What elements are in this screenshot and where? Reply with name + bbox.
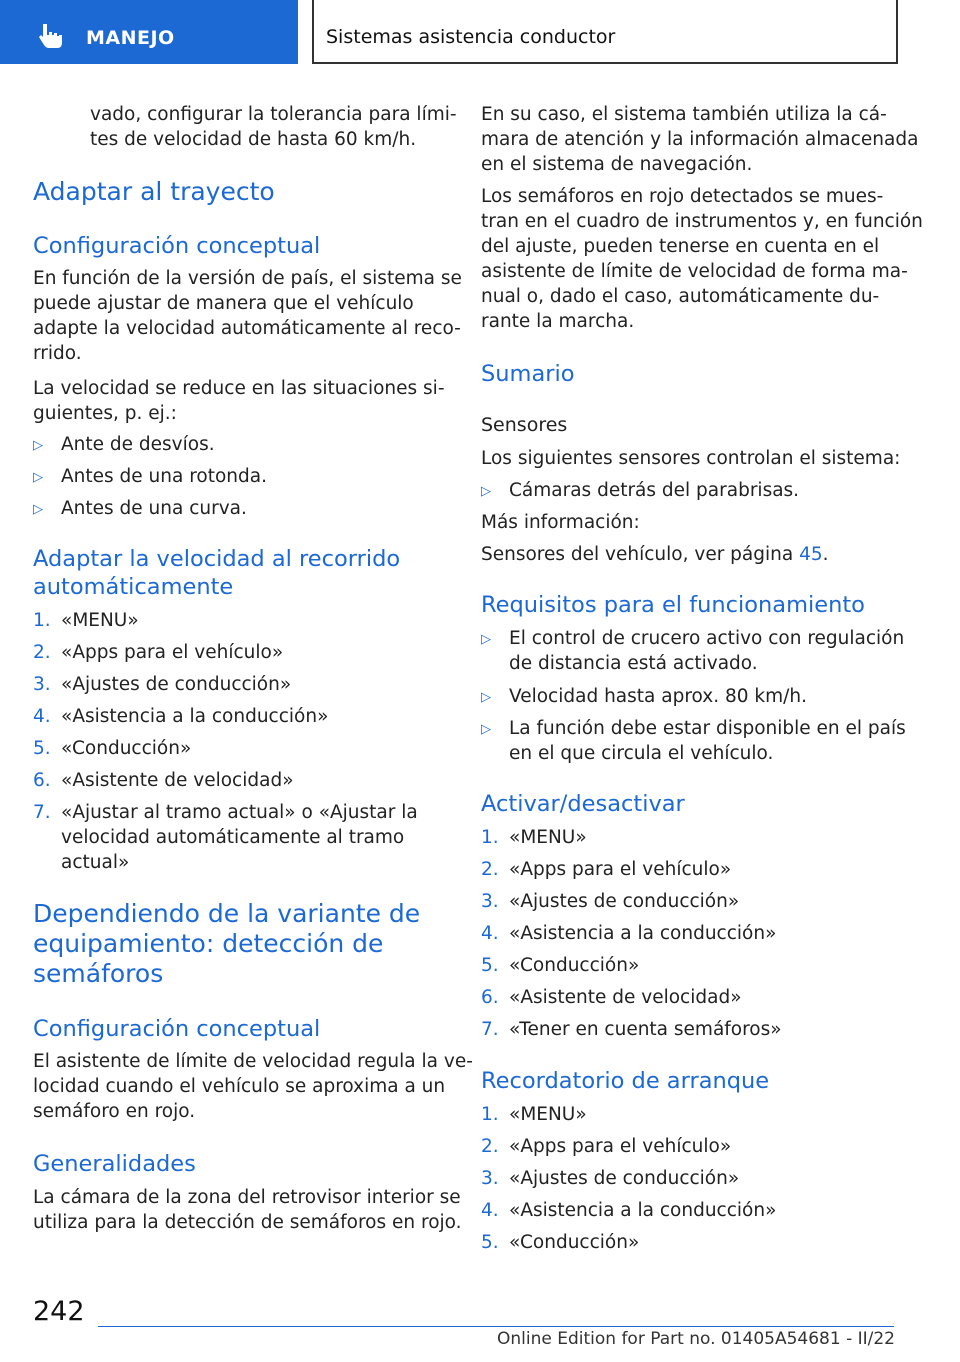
step-text: «Asistente de velocidad»	[61, 770, 294, 791]
paragraph-line: La cámara de la zona del retrovisor interior se	[33, 1187, 461, 1208]
step-text: actual»	[61, 852, 130, 873]
cross-reference: Sensores del vehículo, ver página 45.	[481, 544, 829, 565]
paragraph-line: guientes, p. ej.:	[33, 403, 177, 424]
step-text: «Conducción»	[509, 1232, 640, 1253]
step-number: 3.	[481, 891, 499, 912]
step-number: 2.	[33, 642, 51, 663]
heading-adaptar-velocidad: Adaptar la velocidad al recorrido	[33, 546, 401, 572]
paragraph-line: del ajuste, pueden tenerse en cuenta en el	[481, 236, 880, 257]
step-number: 7.	[481, 1019, 499, 1040]
intro-line-2: tes de velocidad de hasta 60 km/h.	[90, 129, 417, 150]
step-number: 4.	[33, 706, 51, 727]
triangle-bullet-icon: ▷	[481, 722, 491, 737]
paragraph-line: rrido.	[33, 343, 82, 364]
hand-pointer-icon	[38, 22, 68, 50]
paragraph-line: Los semáforos en rojo detectados se mues-	[481, 186, 884, 207]
heading-sensores: Sensores	[481, 414, 568, 436]
edition-note: Online Edition for Part no. 01405A54681 - II/22	[496, 1329, 895, 1349]
heading-adaptar-velocidad: automáticamente	[33, 574, 234, 600]
step-text: «Conducción»	[61, 738, 192, 759]
paragraph-line: en el sistema de navegación.	[481, 154, 753, 175]
paragraph-line: rante la marcha.	[481, 311, 635, 332]
footer-divider	[98, 1326, 894, 1327]
step-number: 2.	[481, 859, 499, 880]
step-text: «Asistente de velocidad»	[509, 987, 742, 1008]
step-text: «MENU»	[61, 610, 139, 631]
paragraph-line: tran en el cuadro de instrumentos y, en función	[481, 211, 923, 232]
paragraph-line: semáforo en rojo.	[33, 1101, 196, 1122]
triangle-bullet-icon: ▷	[481, 484, 491, 499]
paragraph-line: locidad cuando el vehículo se aproxima a un	[33, 1076, 446, 1097]
step-number: 4.	[481, 923, 499, 944]
chapter-header	[312, 0, 898, 64]
step-text: «Ajustes de conducción»	[61, 674, 292, 695]
step-text: «Asistencia a la conducción»	[509, 1200, 777, 1221]
paragraph-line: utiliza para la detección de semáforos en rojo.	[33, 1212, 462, 1233]
heading-configuracion-1: Configuración conceptual	[33, 233, 321, 259]
heading-dependiendo: Dependiendo de la variante de	[33, 899, 421, 928]
step-text: «Apps para el vehículo»	[509, 859, 732, 880]
step-text: «Apps para el vehículo»	[509, 1136, 732, 1157]
page-number: 242	[33, 1296, 85, 1327]
section-tab	[0, 0, 298, 64]
triangle-bullet-icon: ▷	[481, 690, 491, 705]
step-text: «Asistencia a la conducción»	[509, 923, 777, 944]
triangle-bullet-icon: ▷	[33, 438, 43, 453]
step-number: 5.	[33, 738, 51, 759]
paragraph-line: En su caso, el sistema también utiliza la cá-	[481, 104, 887, 125]
step-number: 5.	[481, 1232, 499, 1253]
heading-sumario: Sumario	[481, 361, 575, 387]
step-number: 2.	[481, 1136, 499, 1157]
heading-adaptar-trayecto: Adaptar al trayecto	[33, 177, 275, 206]
heading-dependiendo: semáforos	[33, 959, 164, 988]
step-number: 1.	[481, 827, 499, 848]
paragraph-line: mara de atención y la información almacenada	[481, 129, 919, 150]
paragraph-line: Más información:	[481, 512, 640, 533]
heading-requisitos: Requisitos para el funcionamiento	[481, 592, 865, 618]
step-text: «Ajustes de conducción»	[509, 891, 740, 912]
heading-activar: Activar/desactivar	[481, 791, 685, 817]
paragraph-line: nual o, dado el caso, automáticamente du-	[481, 286, 880, 307]
step-number: 3.	[33, 674, 51, 695]
heading-generalidades: Generalidades	[33, 1151, 196, 1177]
triangle-bullet-icon: ▷	[481, 632, 491, 647]
step-text: «Asistencia a la conducción»	[61, 706, 329, 727]
step-number: 7.	[33, 802, 51, 823]
step-number: 3.	[481, 1168, 499, 1189]
step-text: «Ajustar al tramo actual» o «Ajustar la	[61, 802, 418, 823]
triangle-bullet-icon: ▷	[33, 470, 43, 485]
triangle-bullet-icon: ▷	[33, 502, 43, 517]
step-text: «Tener en cuenta semáforos»	[509, 1019, 782, 1040]
paragraph-line: El asistente de límite de velocidad regula la ve-	[33, 1051, 473, 1072]
section-title: MANEJO	[86, 27, 175, 49]
step-number: 6.	[33, 770, 51, 791]
step-number: 6.	[481, 987, 499, 1008]
paragraph-line: Los siguientes sensores controlan el sistema:	[481, 448, 901, 469]
heading-dependiendo: equipamiento: detección de	[33, 929, 384, 958]
paragraph-line: En función de la versión de país, el sistema se	[33, 268, 462, 289]
step-text: «Apps para el vehículo»	[61, 642, 284, 663]
chapter-title: Sistemas asistencia conductor	[326, 26, 616, 48]
paragraph-line: puede ajustar de manera que el vehículo	[33, 293, 414, 314]
paragraph-line: adapte la velocidad automáticamente al reco-	[33, 318, 461, 339]
heading-recordatorio: Recordatorio de arranque	[481, 1068, 770, 1094]
page-link[interactable]: 45	[799, 544, 823, 565]
step-number: 4.	[481, 1200, 499, 1221]
paragraph-line: asistente de límite de velocidad de forma ma-	[481, 261, 908, 282]
step-number: 1.	[33, 610, 51, 631]
step-text: «MENU»	[509, 827, 587, 848]
step-text: «Ajustes de conducción»	[509, 1168, 740, 1189]
step-text: «MENU»	[509, 1104, 587, 1125]
step-text: velocidad automáticamente al tramo	[61, 827, 405, 848]
step-number: 5.	[481, 955, 499, 976]
step-number: 1.	[481, 1104, 499, 1125]
paragraph-line: La velocidad se reduce en las situaciones si-	[33, 378, 445, 399]
step-text: «Conducción»	[509, 955, 640, 976]
intro-line-1: vado, configurar la tolerancia para lími-	[90, 104, 457, 125]
heading-configuracion-2: Configuración conceptual	[33, 1016, 321, 1042]
